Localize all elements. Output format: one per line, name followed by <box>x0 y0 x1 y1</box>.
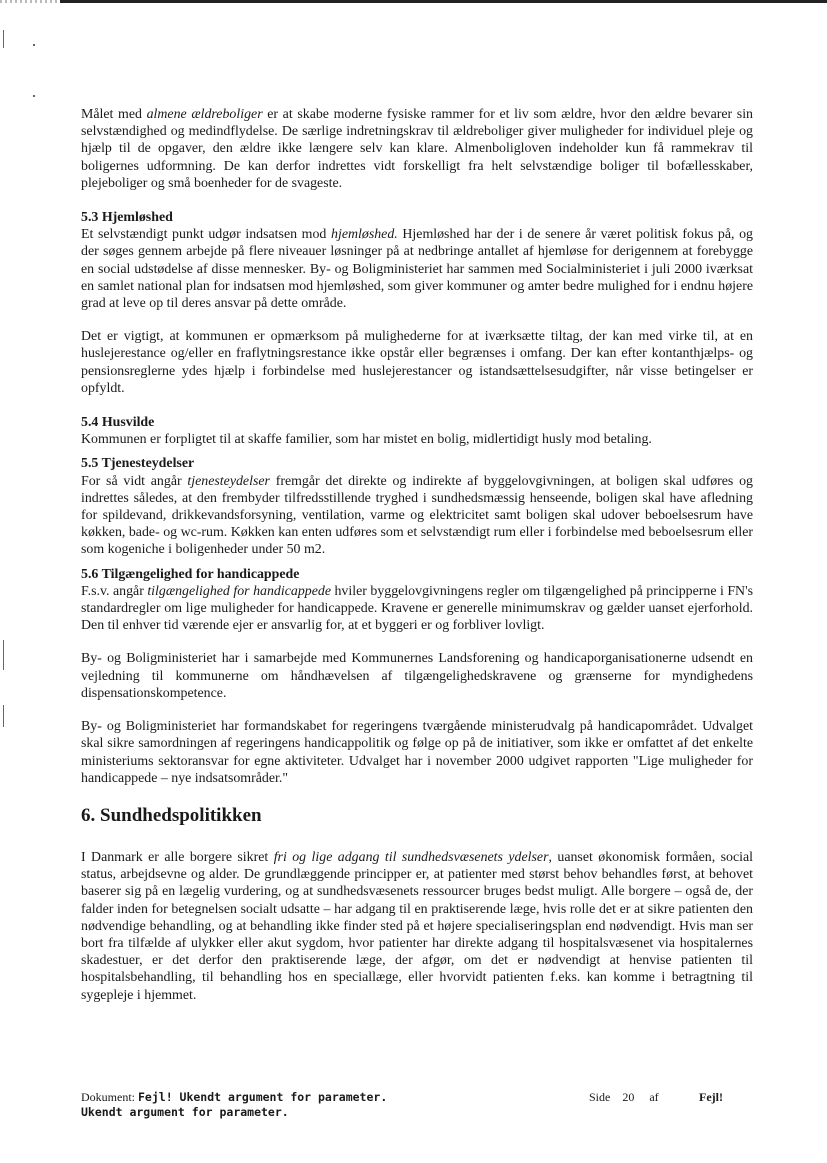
footer-of-label: af <box>649 1090 659 1104</box>
scan-margin-mark <box>3 30 4 48</box>
footer-doc-error-line2: Ukendt argument for parameter. <box>81 1105 289 1119</box>
section-heading-5-3: 5.3 Hjemløshed <box>81 210 173 226</box>
intro-paragraph: Målet med almene ældreboliger er at skabe moderne fysiske rammer for et liv som ældre, hvor den ældre bevarer sin selvstændighed og medindflydelse. De særlige indretningskrav til ældreboliger giver muligheder for individuel pleje og hjælp til de opgaver, den ældre ikke længere selv kan klare. Almenboligloven indeholder kun få rammekrav til boligernes udformning. De kan derfor indrettes vidt forskelligt fra helt selvstændige boliger til bofællesskaber, plejeboliger og små boenheder for de svageste. <box>81 107 753 191</box>
footer-document-info <box>81 1090 387 1120</box>
footer-doc-label: Dokument: <box>81 1090 138 1104</box>
paragraph: I Danmark er alle borgere sikret fri og lige adgang til sundhedsvæsenets ydelser, uanset økonomisk formåen, social status, arbejdsevne og alder. De grundlæggende principper er, at patienter med størst behov behandles først, at behovet baserer sig på en lægelig vurdering, og at sundhedsvæsenets ressourcer bruges bedst muligt. Alle borgere – også de, der falder inden for betegnelsen socialt udsatte – har adgang til en praktiserende læge, hvis rolle det er at sikre patienten den nødvendige behandling, og at behandling ikke finder sted på et højere specialiseringsplan end nødvendigt. Hvis man ser bort fra tilfælde af ulykker eller akut sygdom, hvor patienter har direkte adgang til hospitalsvæsenet via hospitalernes skadestuer, er det derfor den praktiserende læge, der afgør, om det er nødvendigt at henvise patienten til hospitalsbehandling, til behandling hos en speciallæge, eller hvorvidt patienten f.eks. kan komme i betragtning til sygepleje i hjemmet. <box>81 849 754 1003</box>
section-heading-5-5: 5.5 Tjenesteydelser <box>81 456 195 472</box>
section-heading-6: 6. Sundhedspolitikken <box>81 804 262 826</box>
scan-speck <box>33 95 35 97</box>
section-heading-5-6: 5.6 Tilgængelighed for handicappede <box>81 566 300 582</box>
document-page <box>81 106 753 1004</box>
scan-margin-mark <box>3 640 4 670</box>
paragraph: For så vidt angår tjenesteydelser fremgår det direkte og indirekte af byggelovgivningen, at boligen skal udføres og indrettes således, at den frembyder tilfredsstillende tryghed i sundhedsmæssig henseende, boligen skal have afledning for spildevand, drikkevandsforsyning, ventilation, varme og elektricitet samt boligen skal udover beboelsesrum have køkken, bade- og wc-rum. Køkken kan enten udføres som et selvstændigt rum eller i forbindelse med beboelsesrum eller som kogeniche i boligenheder under 50 m2. <box>81 473 753 558</box>
section-heading-5-4: 5.4 Husvilde <box>81 415 155 431</box>
scan-speck <box>33 44 35 46</box>
paragraph: By- og Boligministeriet har formandskabet for regeringens tværgående ministerudvalg på handicapområdet. Udvalget skal sikre samordningen af regeringens handicappolitik og følge op på de initiativer, som ikke er omfattet af det enkelte ministeriums sektoransvar for egne aktiviteter. Udvalget har i november 2000 udgivet rapporten "Lige muligheder for handicappede – nye indsatsområder." <box>81 719 753 786</box>
paragraph: Det er vigtigt, at kommunen er opmærksom på mulighederne for at iværksætte tiltag, der kan med virke til, at en huslejerestance og/eller en fraflytningsrestance ikke opstår eller begrænses i omfang. Der kan efter kontanthjælps- og pensionsreglerne ydes hjælp i forbindelse med huslejerestancer og istandsættelsesudgifter, når visse betingelser er opfyldt. <box>81 329 753 396</box>
paragraph: Et selvstændigt punkt udgør indsatsen mod hjemløshed. Hjemløshed har der i de senere år været politisk fokus på, og der søges gennem arbejde på flere niveauer løsninger på at nedbringe antallet af hjemløse for derigennem at forebygge en social udstødelse af disse mennesker. By- og Boligministeriet har sammen med Socialministeriet i juli 2000 iværksat en samlet national plan for indsatsen mod hjemløshed, som giver kommuner og amter bedre mulighed for i endnu højere grad at leve op til deres ansvar på dette område. <box>81 227 753 312</box>
top-border-line <box>60 0 827 3</box>
paragraph: By- og Boligministeriet har i samarbejde med Kommunernes Landsforening og handicaporganisationerne udsendt en vejledning til kommunerne om håndhævelsen af tilgængelighedskravene og grænserne for myndighedens dispensationskompetence. <box>81 651 753 701</box>
footer-page-number: 20 <box>622 1090 635 1104</box>
paragraph: Kommunen er forpligtet til at skaffe familier, som har mistet en bolig, midlertidigt husly mod betaling. <box>81 432 652 448</box>
footer-page-label: Side <box>589 1090 611 1104</box>
footer-total-error: Fejl! <box>699 1090 723 1104</box>
footer-doc-error: Fejl! Ukendt argument for parameter. <box>138 1090 388 1104</box>
paragraph: F.s.v. angår tilgængelighed for handicappede hviler byggelovgivningens regler om tilgængelighed på principperne i FN's standardregler om lige muligheder for handicappede. Kravene er generelle minimumskrav og gælder uanset ejerforhold. Den til enhver tid værende ejer er ansvarlig for, at et byggeri er og forbliver lovligt. <box>81 583 754 634</box>
scan-margin-mark <box>3 705 4 727</box>
footer-page-info <box>589 1090 659 1105</box>
